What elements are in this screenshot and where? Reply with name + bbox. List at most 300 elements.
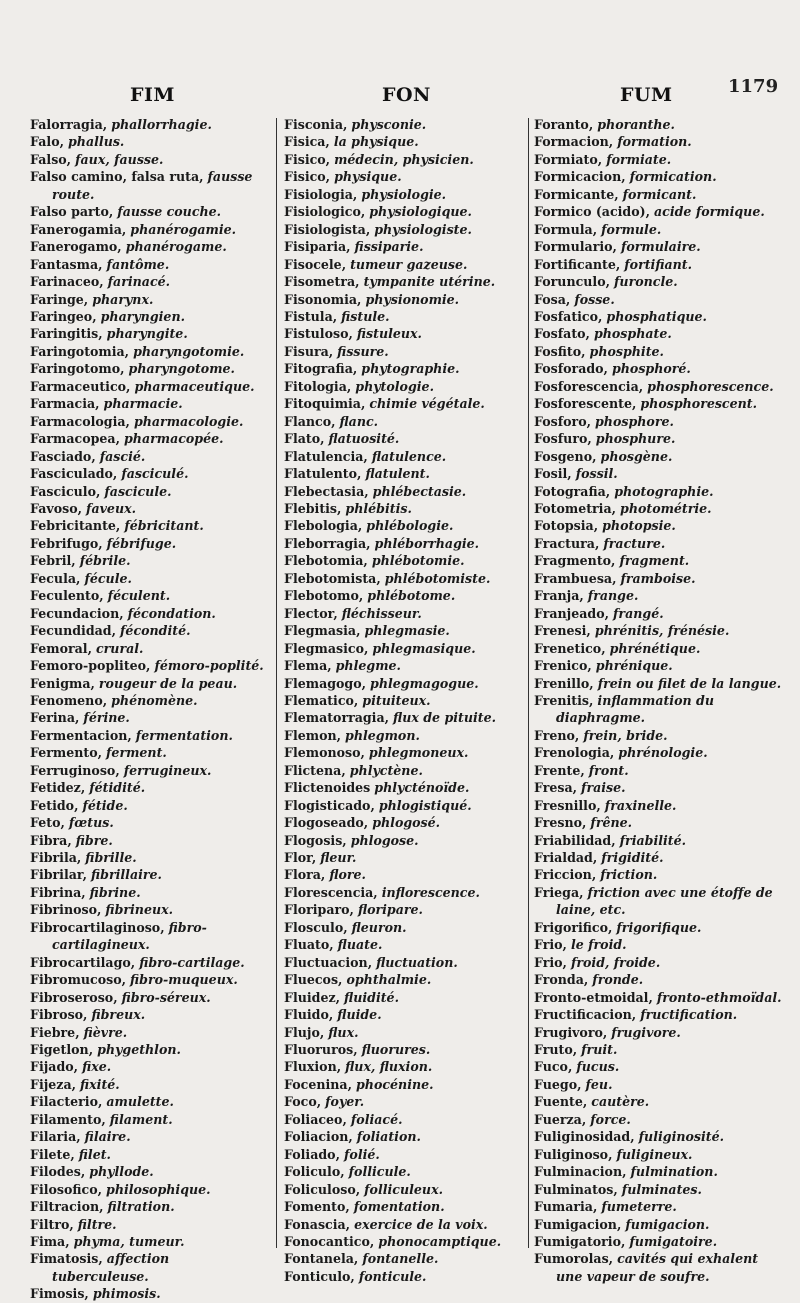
dictionary-entry: [534, 762, 786, 779]
translation: fluate.: [337, 937, 383, 953]
headword: Flebitis,: [284, 500, 342, 516]
headword: Fructificacion,: [534, 1007, 637, 1023]
headword: Fasciado,: [30, 448, 96, 464]
dictionary-entry: [534, 133, 786, 150]
dictionary-entry: [30, 901, 268, 918]
dictionary-entry: [534, 1041, 786, 1058]
headword: Fitoquimia,: [284, 396, 366, 412]
translation: fraxinelle.: [604, 797, 677, 813]
dictionary-entry: [30, 1041, 268, 1058]
translation: phosphure.: [595, 431, 676, 447]
headword: Formiato,: [534, 151, 603, 167]
translation: fuligineux.: [616, 1146, 693, 1162]
headword: Fecundidad,: [30, 623, 116, 639]
headword: Fantasma,: [30, 256, 103, 272]
dictionary-entry: [30, 1285, 268, 1302]
translation: filtration.: [107, 1199, 175, 1215]
translation: ferment.: [106, 745, 167, 761]
dictionary-entry: [30, 273, 268, 290]
headword: Fosforado,: [534, 361, 608, 377]
dictionary-entry: [30, 1181, 268, 1198]
page-number: 1179: [728, 76, 779, 97]
headword: Filamento,: [30, 1111, 106, 1127]
dictionary-entry: [30, 430, 268, 447]
translation: fibrille.: [85, 850, 137, 866]
dictionary-entry: [30, 989, 268, 1006]
headword: Flosculo,: [284, 919, 348, 935]
headword: Filtro,: [30, 1216, 74, 1232]
translation: fibre.: [75, 832, 113, 848]
dictionary-entry: [30, 709, 268, 726]
headword: Figetlon,: [30, 1042, 94, 1058]
dictionary-entry: [284, 1058, 524, 1075]
translation: chimie végétale.: [369, 396, 485, 412]
headword: Foliculo,: [284, 1164, 345, 1180]
headword: Farmacia,: [30, 396, 100, 412]
dictionary-entry: [534, 814, 786, 831]
dictionary-entry: [30, 552, 268, 569]
translation: fœtus.: [68, 815, 114, 831]
translation: fuliginosité.: [638, 1129, 725, 1145]
headword: Fluidez,: [284, 989, 341, 1005]
headword: Fuliginosidad,: [534, 1129, 635, 1145]
translation: foyer.: [325, 1094, 365, 1110]
headword: Fractura,: [534, 535, 600, 551]
headword: Fetidez,: [30, 780, 86, 796]
translation: ophthalmie.: [346, 972, 432, 988]
headword: Fumigacion,: [534, 1216, 622, 1232]
dictionary-entry: [534, 919, 786, 936]
dictionary-entry: [284, 901, 524, 918]
headword: Fitologia,: [284, 378, 352, 394]
translation: formication.: [629, 169, 717, 185]
headword: Fisica,: [284, 134, 330, 150]
translation: filament.: [109, 1111, 173, 1127]
headword: Flora,: [284, 867, 326, 883]
translation: phyllode.: [89, 1164, 154, 1180]
dictionary-entry: [284, 395, 524, 412]
translation: fébricitant.: [124, 518, 204, 534]
translation: phanérogamie.: [130, 221, 237, 237]
headword: Fisura,: [284, 343, 334, 359]
translation: fleuron.: [351, 919, 407, 935]
dictionary-entry: [534, 116, 786, 133]
dictionary-entry: [284, 1198, 524, 1215]
headword: Fluato,: [284, 937, 334, 953]
translation: pharmacie.: [103, 396, 183, 412]
headword: Fosfatico,: [534, 308, 603, 324]
translation: physconie.: [351, 117, 427, 132]
translation: frugivore.: [611, 1024, 681, 1040]
translation: phytographie.: [361, 361, 460, 377]
headword: Friabilidad,: [534, 832, 616, 848]
translation: fluidité.: [344, 989, 399, 1005]
translation: fibro-cartilage.: [139, 954, 245, 970]
translation: phlegme.: [335, 658, 401, 674]
dictionary-entry: [284, 762, 524, 779]
dictionary-entry: [284, 413, 524, 430]
dictionary-entry: [534, 884, 786, 919]
dictionary-entry: [30, 1128, 268, 1145]
dictionary-entry: [534, 360, 786, 377]
headword: Fulminatos,: [534, 1181, 618, 1197]
headword: Friega,: [534, 884, 584, 900]
translation: fucus.: [576, 1059, 620, 1075]
dictionary-entry: [284, 1268, 524, 1285]
dictionary-entry: [534, 483, 786, 500]
headword: Frio,: [534, 954, 567, 970]
headword: Fisonomia,: [284, 291, 362, 307]
headword: Fosfito,: [534, 343, 586, 359]
translation: phlegmagogue.: [370, 675, 479, 691]
translation: feu.: [585, 1076, 613, 1092]
translation: phlegmasie.: [364, 623, 450, 639]
dictionary-entry: [30, 1198, 268, 1215]
translation: phlébotomie.: [371, 553, 465, 569]
dictionary-entry: [534, 430, 786, 447]
translation: inflorescence.: [381, 884, 480, 900]
translation: phlegmasique.: [372, 640, 476, 656]
dictionary-entry: [284, 291, 524, 308]
translation: fluctuation.: [376, 954, 458, 970]
headword: Ferruginoso,: [30, 762, 120, 778]
translation: fibreux.: [91, 1007, 146, 1023]
headword: Fisiologico,: [284, 204, 366, 220]
translation: phrénologie.: [618, 745, 708, 761]
dictionary-entry: [284, 151, 524, 168]
translation: farinacé.: [107, 274, 171, 290]
dictionary-entry: [30, 1024, 268, 1041]
headword: Fumaria,: [534, 1199, 598, 1215]
dictionary-entry: [534, 256, 786, 273]
translation: féculent.: [107, 588, 171, 604]
dictionary-entry: [284, 483, 524, 500]
headword: Foliculoso,: [284, 1181, 361, 1197]
headword: Flegmasico,: [284, 640, 369, 656]
dictionary-entry: [284, 203, 524, 220]
headword: Forunculo,: [534, 274, 610, 290]
dictionary-entry: [30, 587, 268, 604]
translation: fumigacion.: [625, 1216, 710, 1232]
headword: Faringotomia,: [30, 343, 130, 359]
translation: pituiteux.: [362, 692, 431, 708]
dictionary-entry: [284, 657, 524, 674]
dictionary-entry: [534, 587, 786, 604]
dictionary-entry: [534, 1146, 786, 1163]
headword: Fluoruros,: [284, 1042, 358, 1058]
dictionary-entry: [284, 971, 524, 988]
dictionary-entry: [284, 936, 524, 953]
dictionary-entry: [30, 884, 268, 901]
dictionary-entry: [284, 273, 524, 290]
dictionary-entry: [534, 954, 786, 971]
headword: Fosforescencia,: [534, 378, 644, 394]
headword: Fonticulo,: [284, 1268, 355, 1284]
translation: phytologie.: [355, 378, 434, 394]
translation: fossil.: [575, 466, 618, 482]
translation: fissure.: [337, 343, 389, 359]
headword: Flictena,: [284, 762, 346, 778]
translation: fragment.: [619, 553, 690, 569]
dictionary-entry: [30, 954, 268, 971]
translation: phlébotomiste.: [384, 570, 491, 586]
dictionary-entry: [284, 448, 524, 465]
translation: flore.: [329, 867, 366, 883]
translation: fibro-muqueux.: [130, 972, 238, 988]
dictionary-entry: [284, 866, 524, 883]
translation: frigidité.: [601, 850, 664, 866]
dictionary-entry: [534, 395, 786, 412]
headword: Fosfato,: [534, 326, 590, 342]
headword: Fronto-etmoidal,: [534, 989, 653, 1005]
headword: Foliado,: [284, 1146, 340, 1162]
headword: Flematorragia,: [284, 710, 390, 726]
headword: Fibroseroso,: [30, 989, 118, 1005]
translation: amulette.: [106, 1094, 174, 1110]
headword: Farmacologia,: [30, 413, 130, 429]
translation: phyma, tumeur.: [73, 1234, 185, 1249]
translation: frigorifique.: [616, 919, 702, 935]
translation: férine.: [83, 710, 130, 726]
dictionary-entry: [534, 692, 786, 727]
dictionary-entry: [30, 657, 268, 674]
headword: Fisico,: [284, 151, 331, 167]
headword: Fetido,: [30, 797, 79, 813]
dictionary-entry: [534, 1076, 786, 1093]
headword: Fuliginoso,: [534, 1146, 613, 1162]
dictionary-entry: [284, 186, 524, 203]
dictionary-entry: [534, 273, 786, 290]
translation: faux, fausse.: [75, 151, 164, 167]
headword: Fisico,: [284, 169, 331, 185]
dictionary-entry: [30, 395, 268, 412]
translation: philosophique.: [106, 1181, 211, 1197]
dictionary-entry: [284, 605, 524, 622]
translation: acide formique.: [654, 204, 765, 220]
right-column-header: FUM: [620, 84, 673, 106]
dictionary-entry: [30, 413, 268, 430]
headword: Frenetico,: [534, 640, 606, 656]
dictionary-entry: [534, 936, 786, 953]
dictionary-entry: [284, 1216, 524, 1233]
dictionary-entry: [30, 570, 268, 587]
headword: Flegmasia,: [284, 623, 361, 639]
translation: fraise.: [581, 780, 626, 796]
headword: Flebotomista,: [284, 570, 381, 586]
translation: affection tuberculeuse.: [52, 1251, 170, 1284]
dictionary-entry: [284, 1163, 524, 1180]
dictionary-entry: [284, 465, 524, 482]
dictionary-entry: [30, 378, 268, 395]
headword: Flogisticado,: [284, 797, 375, 813]
translation: pharyngotomie.: [133, 343, 245, 359]
translation: fébrile.: [79, 553, 131, 569]
dictionary-entry: [284, 675, 524, 692]
headword: Fisiologista,: [284, 221, 371, 237]
translation: phénomène.: [111, 692, 198, 708]
headword: Fibrina,: [30, 884, 86, 900]
headword: Farmacopea,: [30, 431, 120, 447]
translation: fluide.: [337, 1007, 382, 1023]
dictionary-entry: [30, 675, 268, 692]
headword: Friccion,: [534, 867, 597, 883]
headword: Fenigma,: [30, 675, 95, 691]
dictionary-entry: [534, 1250, 786, 1285]
headword: Fimosis,: [30, 1286, 89, 1302]
translation: phosgène.: [600, 448, 673, 464]
dictionary-entry: [534, 779, 786, 796]
dictionary-entry: [30, 1076, 268, 1093]
translation: fléchisseur.: [341, 605, 422, 621]
dictionary-entry: [534, 168, 786, 185]
translation: fécondité.: [120, 623, 191, 639]
translation: fascié.: [99, 448, 146, 464]
translation: fausse route.: [52, 169, 253, 202]
headword: Flogoseado,: [284, 815, 369, 831]
dictionary-entry: [534, 727, 786, 744]
translation: framboise.: [620, 570, 696, 586]
headword: Flebotomia,: [284, 553, 368, 569]
translation: fistuleux.: [356, 326, 422, 342]
headword: Fomento,: [284, 1199, 350, 1215]
dictionary-entry: [284, 989, 524, 1006]
headword: Fluecos,: [284, 972, 343, 988]
dictionary-entry: [284, 378, 524, 395]
headword: Formico (acido),: [534, 204, 650, 220]
headword: Fumigatorio,: [534, 1234, 626, 1249]
translation: photopsie.: [602, 518, 676, 534]
dictionary-entry: [284, 1233, 524, 1250]
translation: phrénique.: [595, 658, 673, 674]
translation: frein ou filet de la langue.: [597, 675, 782, 691]
column-divider: [276, 118, 277, 1248]
headword: Fiebre,: [30, 1024, 80, 1040]
dictionary-entry: [284, 849, 524, 866]
translation: photométrie.: [620, 500, 712, 516]
dictionary-entry: [284, 221, 524, 238]
translation: phrénitis, frénésie.: [594, 623, 730, 639]
dictionary-entry: [534, 1058, 786, 1075]
headword: Falorragia,: [30, 117, 108, 132]
translation: fibrineux.: [105, 902, 174, 918]
translation: pharyngotome.: [128, 361, 235, 377]
translation: phosphate.: [593, 326, 672, 342]
translation: physionomie.: [365, 291, 460, 307]
translation: photographie.: [614, 483, 714, 499]
dictionary-entry: [30, 238, 268, 255]
dictionary-entry: [30, 360, 268, 377]
headword: Frenitis,: [534, 692, 594, 708]
dictionary-entry: [284, 692, 524, 709]
headword: Fasciculo,: [30, 483, 101, 499]
headword: Fresa,: [534, 780, 578, 796]
translation: fumeterre.: [601, 1199, 677, 1215]
left-column-header: FIM: [130, 84, 175, 106]
headword: Feto,: [30, 815, 65, 831]
headword: Flebotomo,: [284, 588, 364, 604]
headword: Fenomeno,: [30, 692, 108, 708]
headword: Formicante,: [534, 186, 619, 202]
dictionary-entry: [534, 971, 786, 988]
translation: phallorrhagie.: [111, 117, 212, 132]
translation: frein, bride.: [583, 727, 668, 743]
headword: Favoso,: [30, 500, 83, 516]
dictionary-entry: [284, 360, 524, 377]
translation: foliation.: [356, 1129, 421, 1145]
dictionary-entry: [284, 133, 524, 150]
dictionary-entry: [30, 256, 268, 273]
headword: Fumorolas,: [534, 1251, 614, 1267]
headword: Frenologia,: [534, 745, 615, 761]
translation: fronde.: [592, 972, 644, 988]
translation: frêne.: [590, 815, 633, 831]
translation: le froid.: [570, 937, 627, 953]
headword: Frente,: [534, 762, 585, 778]
translation: phlyctène.: [349, 762, 423, 778]
headword: Fisiologia,: [284, 186, 358, 202]
dictionary-entry: [30, 866, 268, 883]
translation: folliculeux.: [364, 1181, 443, 1197]
column-divider: [528, 118, 529, 1248]
headword: Fibroso,: [30, 1007, 88, 1023]
dictionary-entry: [30, 779, 268, 796]
headword: Febrifugo,: [30, 535, 103, 551]
translation: front.: [588, 762, 629, 778]
headword: Faringotomo,: [30, 361, 125, 377]
headword: Frigorifico,: [534, 919, 613, 935]
dictionary-entry: [284, 1006, 524, 1023]
headword: Fonascia,: [284, 1216, 351, 1232]
headword: Fanerogamo,: [30, 239, 122, 255]
translation: physique.: [334, 169, 402, 185]
headword: Febril,: [30, 553, 76, 569]
entry-column-center: [284, 116, 524, 1285]
translation: pharyngite.: [106, 326, 188, 342]
entry-column-left: [30, 116, 268, 1303]
dictionary-entry: [30, 203, 268, 220]
translation: formulaire.: [620, 239, 701, 255]
translation: fosse.: [574, 291, 615, 307]
headword: Fluctuacion,: [284, 954, 373, 970]
dictionary-entry: [534, 308, 786, 325]
translation: tympanite utérine.: [363, 274, 496, 290]
dictionary-entry: [284, 832, 524, 849]
headword: Fijado,: [30, 1059, 79, 1075]
translation: physiologiste.: [374, 221, 472, 237]
translation: rougeur de la peau.: [98, 675, 238, 691]
dictionary-entry: [534, 1181, 786, 1198]
headword: Flemagogo,: [284, 675, 367, 691]
headword: Frugivoro,: [534, 1024, 608, 1040]
headword: Filaria,: [30, 1129, 81, 1145]
dictionary-entry: [284, 535, 524, 552]
dictionary-entry: [534, 1216, 786, 1233]
dictionary-entry: [30, 343, 268, 360]
headword: Fisocele,: [284, 256, 347, 272]
translation: fémoro-poplité.: [154, 658, 264, 674]
dictionary-entry: [284, 552, 524, 569]
headword: Falso camino, falsa ruta,: [30, 169, 204, 185]
dictionary-entry: [30, 151, 268, 168]
dictionary-entry: [534, 832, 786, 849]
headword: Fontanela,: [284, 1251, 359, 1267]
dictionary-entry: [284, 116, 524, 133]
dictionary-entry: [284, 814, 524, 831]
headword: Frenico,: [534, 658, 592, 674]
translation: fantôme.: [106, 256, 170, 272]
dictionary-entry: [30, 325, 268, 342]
translation: ferrugineux.: [123, 762, 212, 778]
